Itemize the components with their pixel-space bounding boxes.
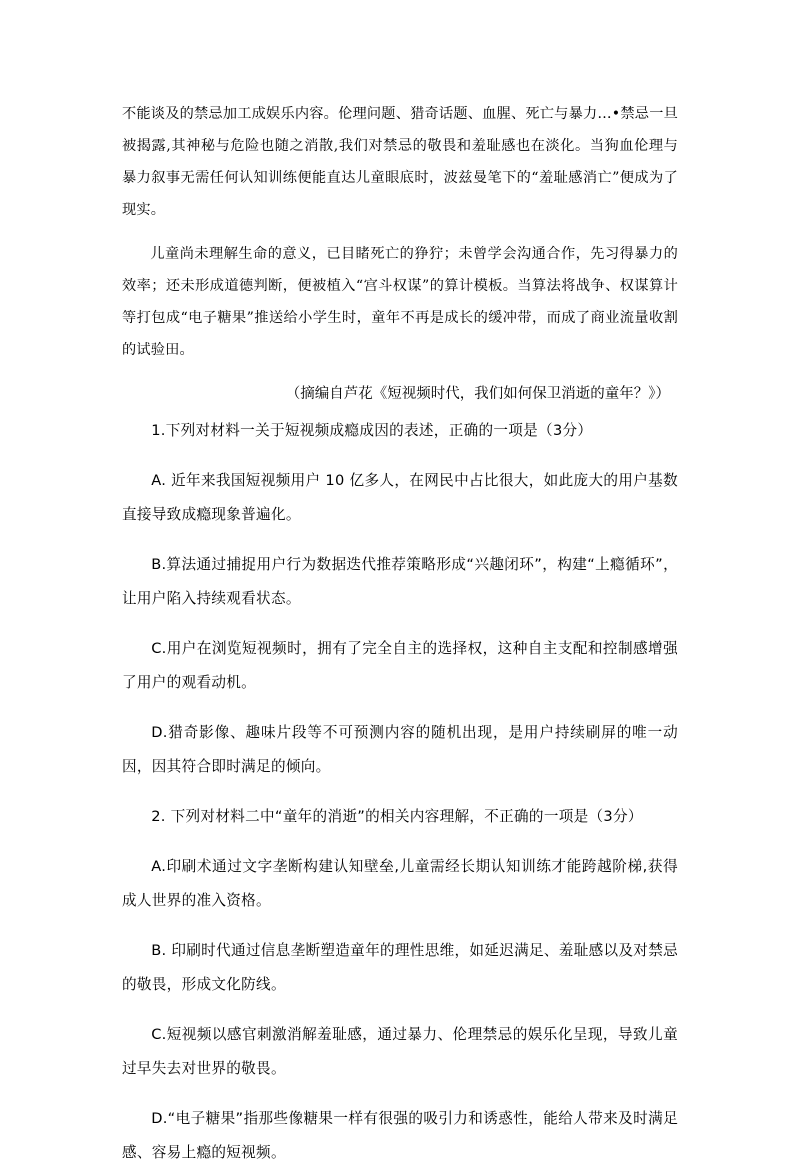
- ellipsis-dot: •: [611, 106, 621, 122]
- document-page: [122, 98, 678, 1170]
- source-citation: （摘编自芦花《短视频时代，我们如何保卫消逝的童年？》）: [285, 386, 670, 402]
- question-2-option-c: C.短视频以感官刺激消解羞耻感，通过暴力、伦理禁忌的娱乐化呈现，导致儿童过早失去对世界的敬畏。: [122, 1026, 678, 1077]
- question-1: [122, 414, 678, 784]
- question-2-option-d: D.“电子糖果”指那些像糖果一样有很强的吸引力和诱惑性，能给人带来及时满足感、容易上瘾的短视频。: [122, 1110, 678, 1161]
- question-2: [122, 800, 678, 1170]
- question-1-option-a: A. 近年来我国短视频用户 10 亿多人，在网民中占比很大，如此庞大的用户基数直接导致成瘾现象普遍化。: [122, 472, 678, 523]
- question-2-stem: 2. 下列对材料二中“童年的消逝”的相关内容理解，不正确的一项是（3分）: [151, 808, 643, 825]
- reading-passage: [122, 98, 678, 366]
- passage-paragraph-1-line-1: 不能谈及的禁忌加工成娱乐内容。伦理问题、猎奇话题、血腥、死亡与暴力…: [122, 106, 612, 122]
- passage-paragraph-2: 儿童尚未理解生命的意义，已目睹死亡的狰狞；未曾学会沟通合作，先习得暴力的效率；还未形成道德判断，便被植入“宫斗权谋”的算计模板。当算法将战争、权谋算计等打包成“电子糖果”推送给小学生时，童年不再是成长的缓冲带，而成了商业流量收割的试验田。: [122, 246, 678, 358]
- question-1-option-b: B.算法通过捕捉用户行为数据迭代推荐策略形成“兴趣闭环”，构建“上瘾循环”，让用户陷入持续观看状态。: [122, 556, 678, 607]
- question-1-option-c: C.用户在浏览短视频时，拥有了完全自主的选择权，这种自主支配和控制感增强了用户的观看动机。: [122, 640, 678, 691]
- passage-paragraph-1: [122, 98, 678, 226]
- question-2-option-b: B. 印刷时代通过信息垄断塑造童年的理性思维，如延迟满足、羞耻感以及对禁忌的敬畏，形成文化防线。: [122, 942, 678, 993]
- question-2-option-a: A.印刷术通过文字垄断构建认知壁垒,儿童需经长期认知训练才能跨越阶梯,获得成人世界的准入资格。: [122, 858, 678, 909]
- question-1-stem: 1.下列对材料一关于短视频成瘾成因的表述，正确的一项是（3分）: [151, 422, 593, 439]
- question-1-option-d: D.猎奇影像、趣味片段等不可预测内容的随机出现，是用户持续刷屏的唯一动因，因其符合即时满足的倾向。: [122, 724, 678, 775]
- passage-paragraph-1-rest: 禁忌一旦被揭露,其神秘与危险也随之消散,我们对禁忌的敬畏和羞耻感也在淡化。当狗血伦理与暴力叙事无需任何认知训练便能直达儿童眼底时，波兹曼笔下的“羞耻感消亡”便成为了现实。: [122, 106, 678, 218]
